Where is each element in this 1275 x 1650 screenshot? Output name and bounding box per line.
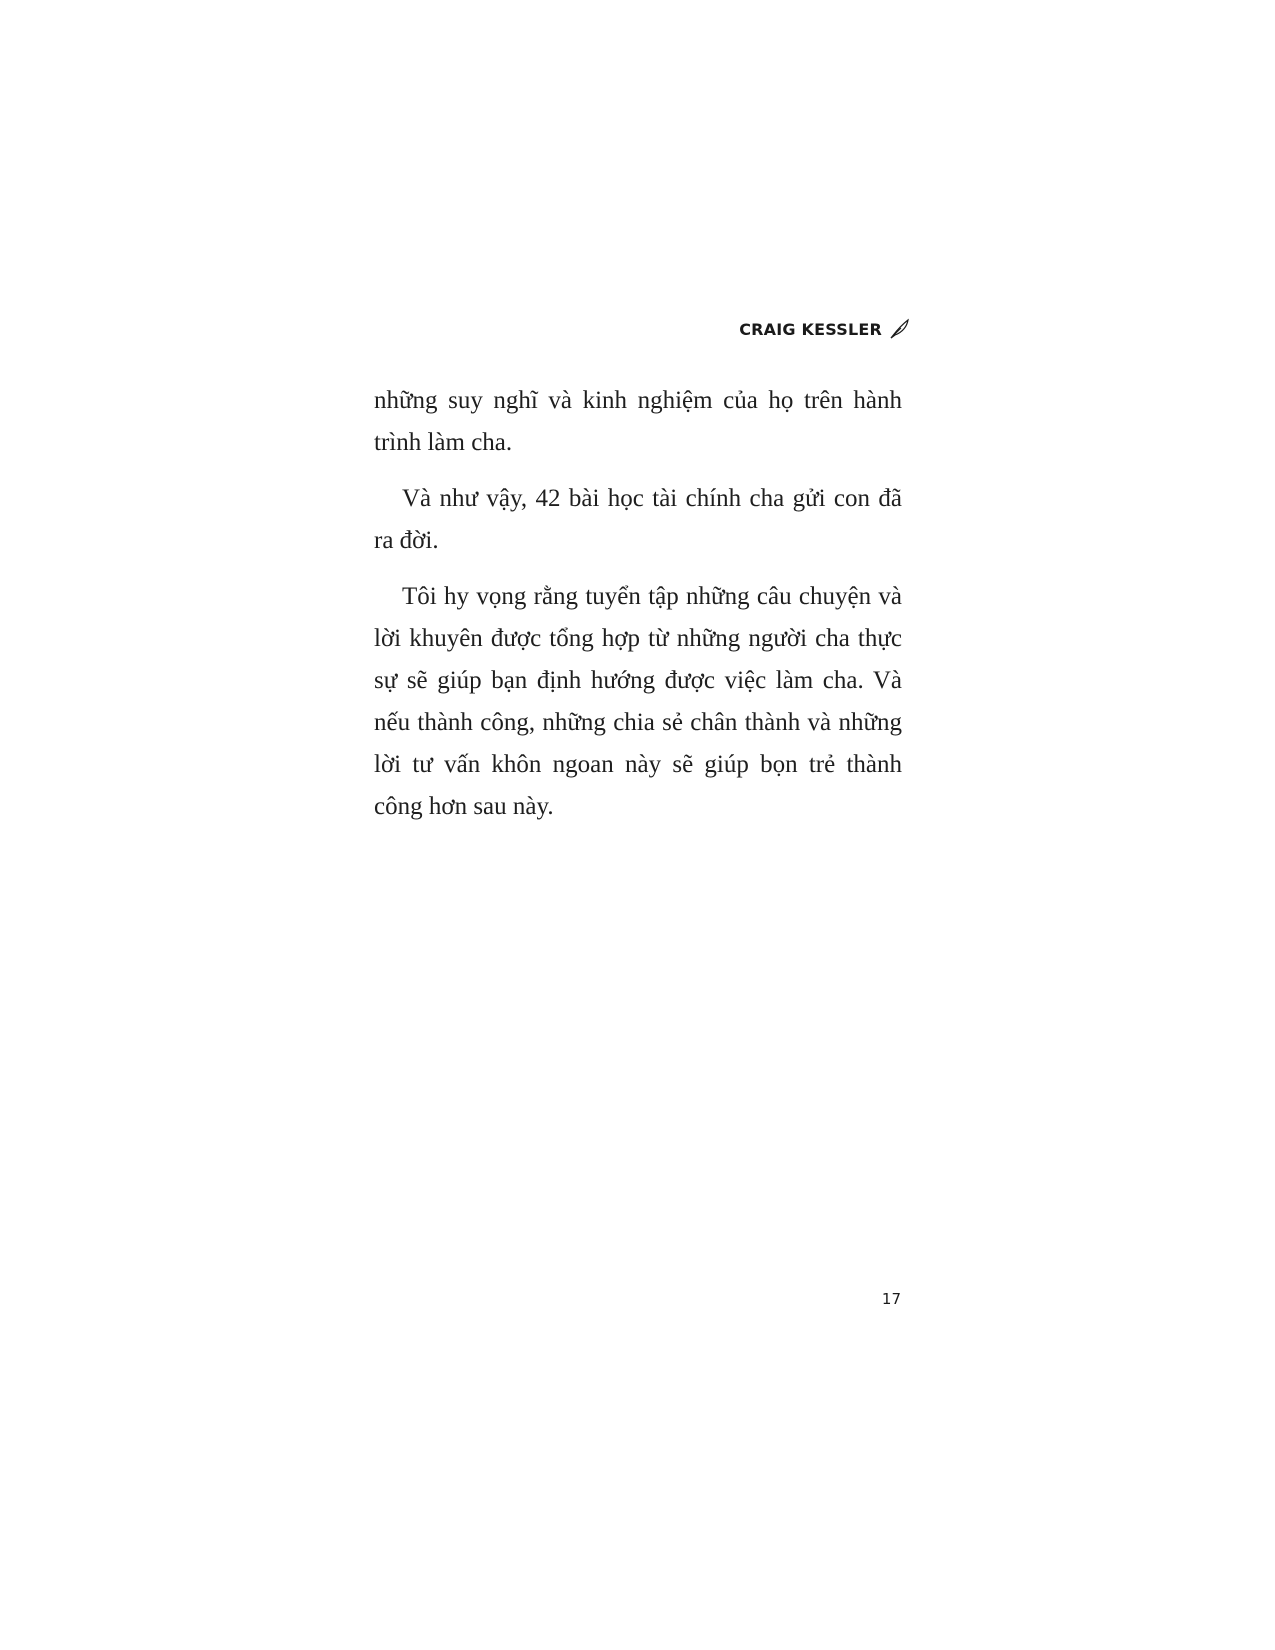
- feather-quill-icon: [888, 318, 910, 340]
- paragraph-continued: những suy nghĩ và kinh nghiệm của họ trên hành trình làm cha.: [374, 387, 902, 456]
- author-name: CRAIG KESSLER: [739, 319, 882, 339]
- page-number: 17: [881, 1290, 901, 1308]
- paragraph: Và như vậy, 42 bài học tài chính cha gửi con đã ra đời.: [374, 485, 902, 554]
- paragraph: Tôi hy vọng rằng tuyển tập những câu chuyện và lời khuyên được tổng hợp từ những người cha thực sự sẽ giúp bạn định hướng được việc làm cha. Và nếu thành công, những chia sẻ chân thành và những lời tư vấn khôn ngoan này sẽ giúp bọn trẻ thành công hơn sau này.: [374, 583, 902, 820]
- running-header: [739, 318, 910, 340]
- body-text: [374, 380, 902, 842]
